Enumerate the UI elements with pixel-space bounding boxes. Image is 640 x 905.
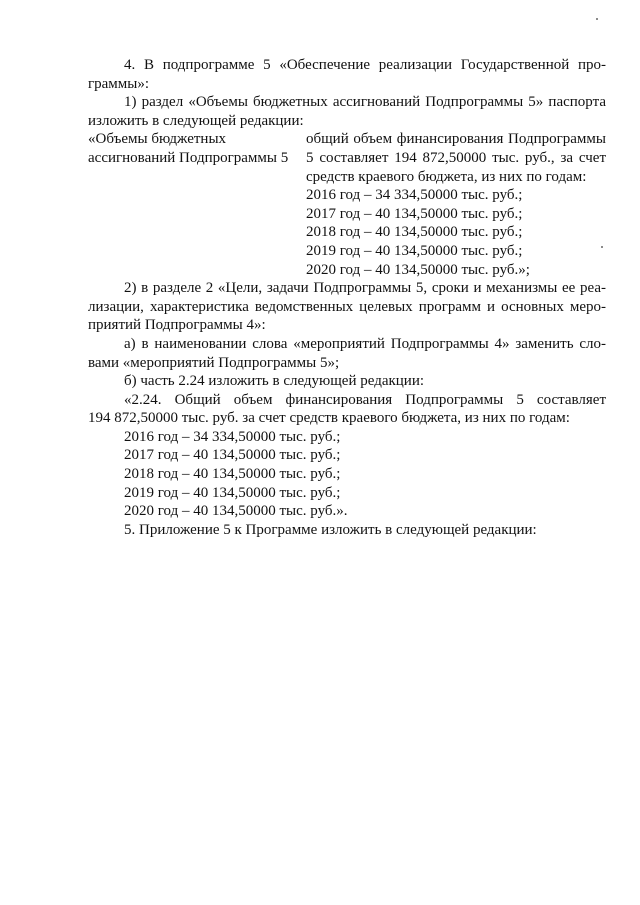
year-2020: 2020 год – 40 134,50000 тыс. руб.». <box>124 503 348 520</box>
paragraph-a-line1: а) в наименовании слова «мероприятий Подпрограммы 4» заменить сло- <box>124 335 606 352</box>
paragraph-2-24-line2: 194 872,50000 тыс. руб. за счет средств краевого бюджета, из них по годам: <box>88 410 570 427</box>
paragraph-2-line1: 2) в разделе 2 «Цели, задачи Подпрограммы 5, сроки и механизмы ее реа- <box>124 280 606 297</box>
table-year-2016: 2016 год – 34 334,50000 тыс. руб.; <box>306 187 523 204</box>
paragraph-4-line2: граммы»: <box>88 75 150 92</box>
table-right-line3: средств краевого бюджета, из них по годам: <box>306 168 587 185</box>
table-right-line1: общий объем финансирования Подпрограммы <box>306 131 606 148</box>
scan-speck <box>596 18 598 20</box>
table-right-line2: 5 составляет 194 872,50000 тыс. руб., за счет <box>306 149 606 166</box>
table-right-column <box>306 130 606 279</box>
paragraph-1-line1: 1) раздел «Объемы бюджетных ассигнований Подпрограммы 5» паспорта <box>124 94 606 111</box>
paragraph-1-line2: изложить в следующей редакции: <box>88 112 304 129</box>
paragraph-a-line2: вами «мероприятий Подпрограммы 5»; <box>88 354 340 371</box>
table-left-line2: ассигнований Подпрограммы 5 <box>88 149 289 166</box>
table-year-2019: 2019 год – 40 134,50000 тыс. руб.; <box>306 242 523 259</box>
paragraph-b: б) часть 2.24 изложить в следующей редакции: <box>124 373 425 390</box>
scan-speck <box>601 246 603 248</box>
table-left-column <box>88 130 306 279</box>
paragraph-4-line1: 4. В подпрограмме 5 «Обеспечение реализации Государственной про- <box>124 57 606 73</box>
year-2016: 2016 год – 34 334,50000 тыс. руб.; <box>124 428 341 445</box>
year-2017: 2017 год – 40 134,50000 тыс. руб.; <box>124 447 341 464</box>
table-year-2017: 2017 год – 40 134,50000 тыс. руб.; <box>306 205 523 222</box>
table-year-2020: 2020 год – 40 134,50000 тыс. руб.»; <box>306 261 530 278</box>
paragraph-2-line2: лизации, характеристика ведомственных целевых программ и основных меро- <box>88 298 606 315</box>
paragraph-2-24-line1: «2.24. Общий объем финансирования Подпрограммы 5 составляет <box>124 391 606 408</box>
year-2019: 2019 год – 40 134,50000 тыс. руб.; <box>124 484 341 501</box>
year-2018: 2018 год – 40 134,50000 тыс. руб.; <box>124 466 341 483</box>
budget-table <box>88 130 606 279</box>
paragraph-5: 5. Приложение 5 к Программе изложить в следующей редакции: <box>124 521 537 538</box>
document-page <box>88 56 606 539</box>
paragraph-2-line3: приятий Подпрограммы 4»: <box>88 317 266 334</box>
table-year-2018: 2018 год – 40 134,50000 тыс. руб.; <box>306 224 523 241</box>
table-left-line1: «Объемы бюджетных <box>88 131 227 148</box>
